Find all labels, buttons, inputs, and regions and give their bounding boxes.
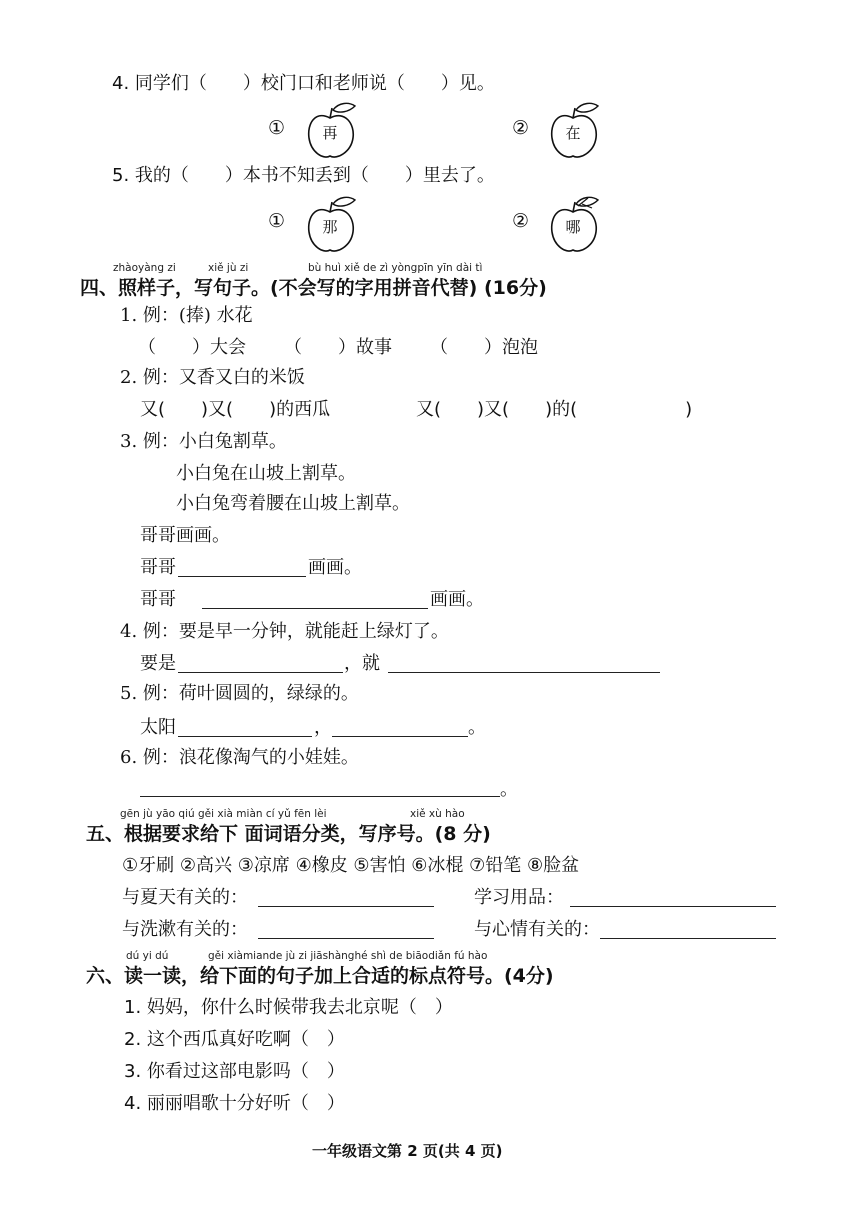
item-4-example: 4. 例：要是早一分钟，就能赶上绿灯了。 <box>120 621 449 642</box>
item-1-blank: （ ）大会 <box>138 337 246 358</box>
item-3-b-prefix: 哥哥 <box>140 589 176 610</box>
item-3-b-suffix: 画画。 <box>430 589 484 610</box>
category-label: 与夏天有关的： <box>122 887 248 908</box>
answer-line[interactable] <box>570 906 776 907</box>
pinyin: gēn jù yāo qiú gěi xià miàn cí yǔ fēn lèi <box>120 808 327 820</box>
word-list: ①牙刷 ②高兴 ③凉席 ④橡皮 ⑤害怕 ⑥冰棍 ⑦铅笔 ⑧脸盆 <box>122 855 580 876</box>
section-5-title: 五、根据要求给下 面词语分类，写序号。(8 分) <box>86 823 491 845</box>
answer-line[interactable] <box>178 576 306 577</box>
item-4-mid: ，就 <box>344 653 380 674</box>
section-4-title: 四、照样子，写句子。(不会写的字用拼音代替) (16分) <box>80 277 547 299</box>
category-label: 与心情有关的： <box>474 919 600 940</box>
answer-line[interactable] <box>332 736 468 737</box>
apple-char: 再 <box>322 124 338 142</box>
item-3-line-3: 小白兔弯着腰在山坡上割草。 <box>176 493 410 514</box>
category-label: 学习用品： <box>474 887 564 908</box>
answer-line[interactable] <box>178 672 343 673</box>
item-3-a-prefix: 哥哥 <box>140 557 176 578</box>
pinyin: dú yi dú <box>126 950 169 962</box>
pinyin: zhàoyàng zi <box>113 262 176 274</box>
apple-char: 那 <box>322 218 338 236</box>
pinyin: bù huì xiě de zì yòngpīn yīn dài tì <box>308 262 483 274</box>
pinyin: xiě xù hào <box>410 808 465 820</box>
answer-line[interactable] <box>388 672 660 673</box>
apple-char: 哪 <box>565 218 581 236</box>
item-5-end: 。 <box>468 717 486 738</box>
sentence: 1. 妈妈，你什么时候带我去北京呢（ ） <box>124 997 453 1018</box>
item-3-line-2: 小白兔在山坡上割草。 <box>176 463 356 484</box>
item-3-a-suffix: 画画。 <box>308 557 362 578</box>
sentence: 4. 丽丽唱歌十分好听（ ） <box>124 1093 345 1114</box>
page-footer: 一年级语文第 2 页(共 4 页) <box>312 1142 503 1160</box>
item-2-example: 2. 例：又香又白的米饭 <box>120 367 305 388</box>
option-2-marker: ② <box>512 117 530 139</box>
item-1-blank: （ ）故事 <box>284 337 392 358</box>
item-5-prefix: 太阳 <box>140 717 176 738</box>
apple-char: 在 <box>565 124 581 142</box>
item-1-example: 1. 例：(捧) 水花 <box>120 305 253 326</box>
apple-icon <box>548 100 608 162</box>
question-4: 4. 同学们（ ）校门口和老师说（ ）见。 <box>112 73 495 94</box>
pinyin: xiě jù zi <box>208 262 249 274</box>
pinyin: gěi xiàmiande jù zi jiāshànghé shì de biāodiǎn fú hào <box>208 950 488 962</box>
answer-line[interactable] <box>202 608 428 609</box>
apple-icon <box>305 194 365 256</box>
section-6-title: 六、读一读，给下面的句子加上合适的标点符号。(4分) <box>86 965 554 987</box>
answer-line[interactable] <box>600 938 776 939</box>
item-5-mid: ， <box>314 717 332 738</box>
item-4-prefix: 要是 <box>140 653 176 674</box>
item-5-example: 5. 例：荷叶圆圆的，绿绿的。 <box>120 683 359 704</box>
apple-icon <box>305 100 365 162</box>
apple-icon <box>548 194 608 256</box>
option-2-marker: ② <box>512 210 530 232</box>
answer-line[interactable] <box>178 736 312 737</box>
item-3-example: 3. 例：小白兔割草。 <box>120 431 287 452</box>
item-1-blank: （ ）泡泡 <box>430 337 538 358</box>
item-2-fill-a: 又( )又( )的西瓜 <box>140 399 331 420</box>
option-1-marker: ① <box>268 210 286 232</box>
item-2-fill-b: 又( )又( )的( ) <box>416 399 693 420</box>
sentence: 3. 你看过这部电影吗（ ） <box>124 1061 345 1082</box>
category-label: 与洗漱有关的： <box>122 919 248 940</box>
question-5: 5. 我的（ ）本书不知丢到（ ）里去了。 <box>112 165 495 186</box>
option-1-marker: ① <box>268 117 286 139</box>
sentence: 2. 这个西瓜真好吃啊（ ） <box>124 1029 345 1050</box>
answer-line[interactable] <box>140 796 500 797</box>
item-3-base: 哥哥画画。 <box>140 525 230 546</box>
item-6-example: 6. 例：浪花像淘气的小娃娃。 <box>120 747 359 768</box>
answer-line[interactable] <box>258 938 434 939</box>
item-6-end: 。 <box>500 779 518 800</box>
answer-line[interactable] <box>258 906 434 907</box>
